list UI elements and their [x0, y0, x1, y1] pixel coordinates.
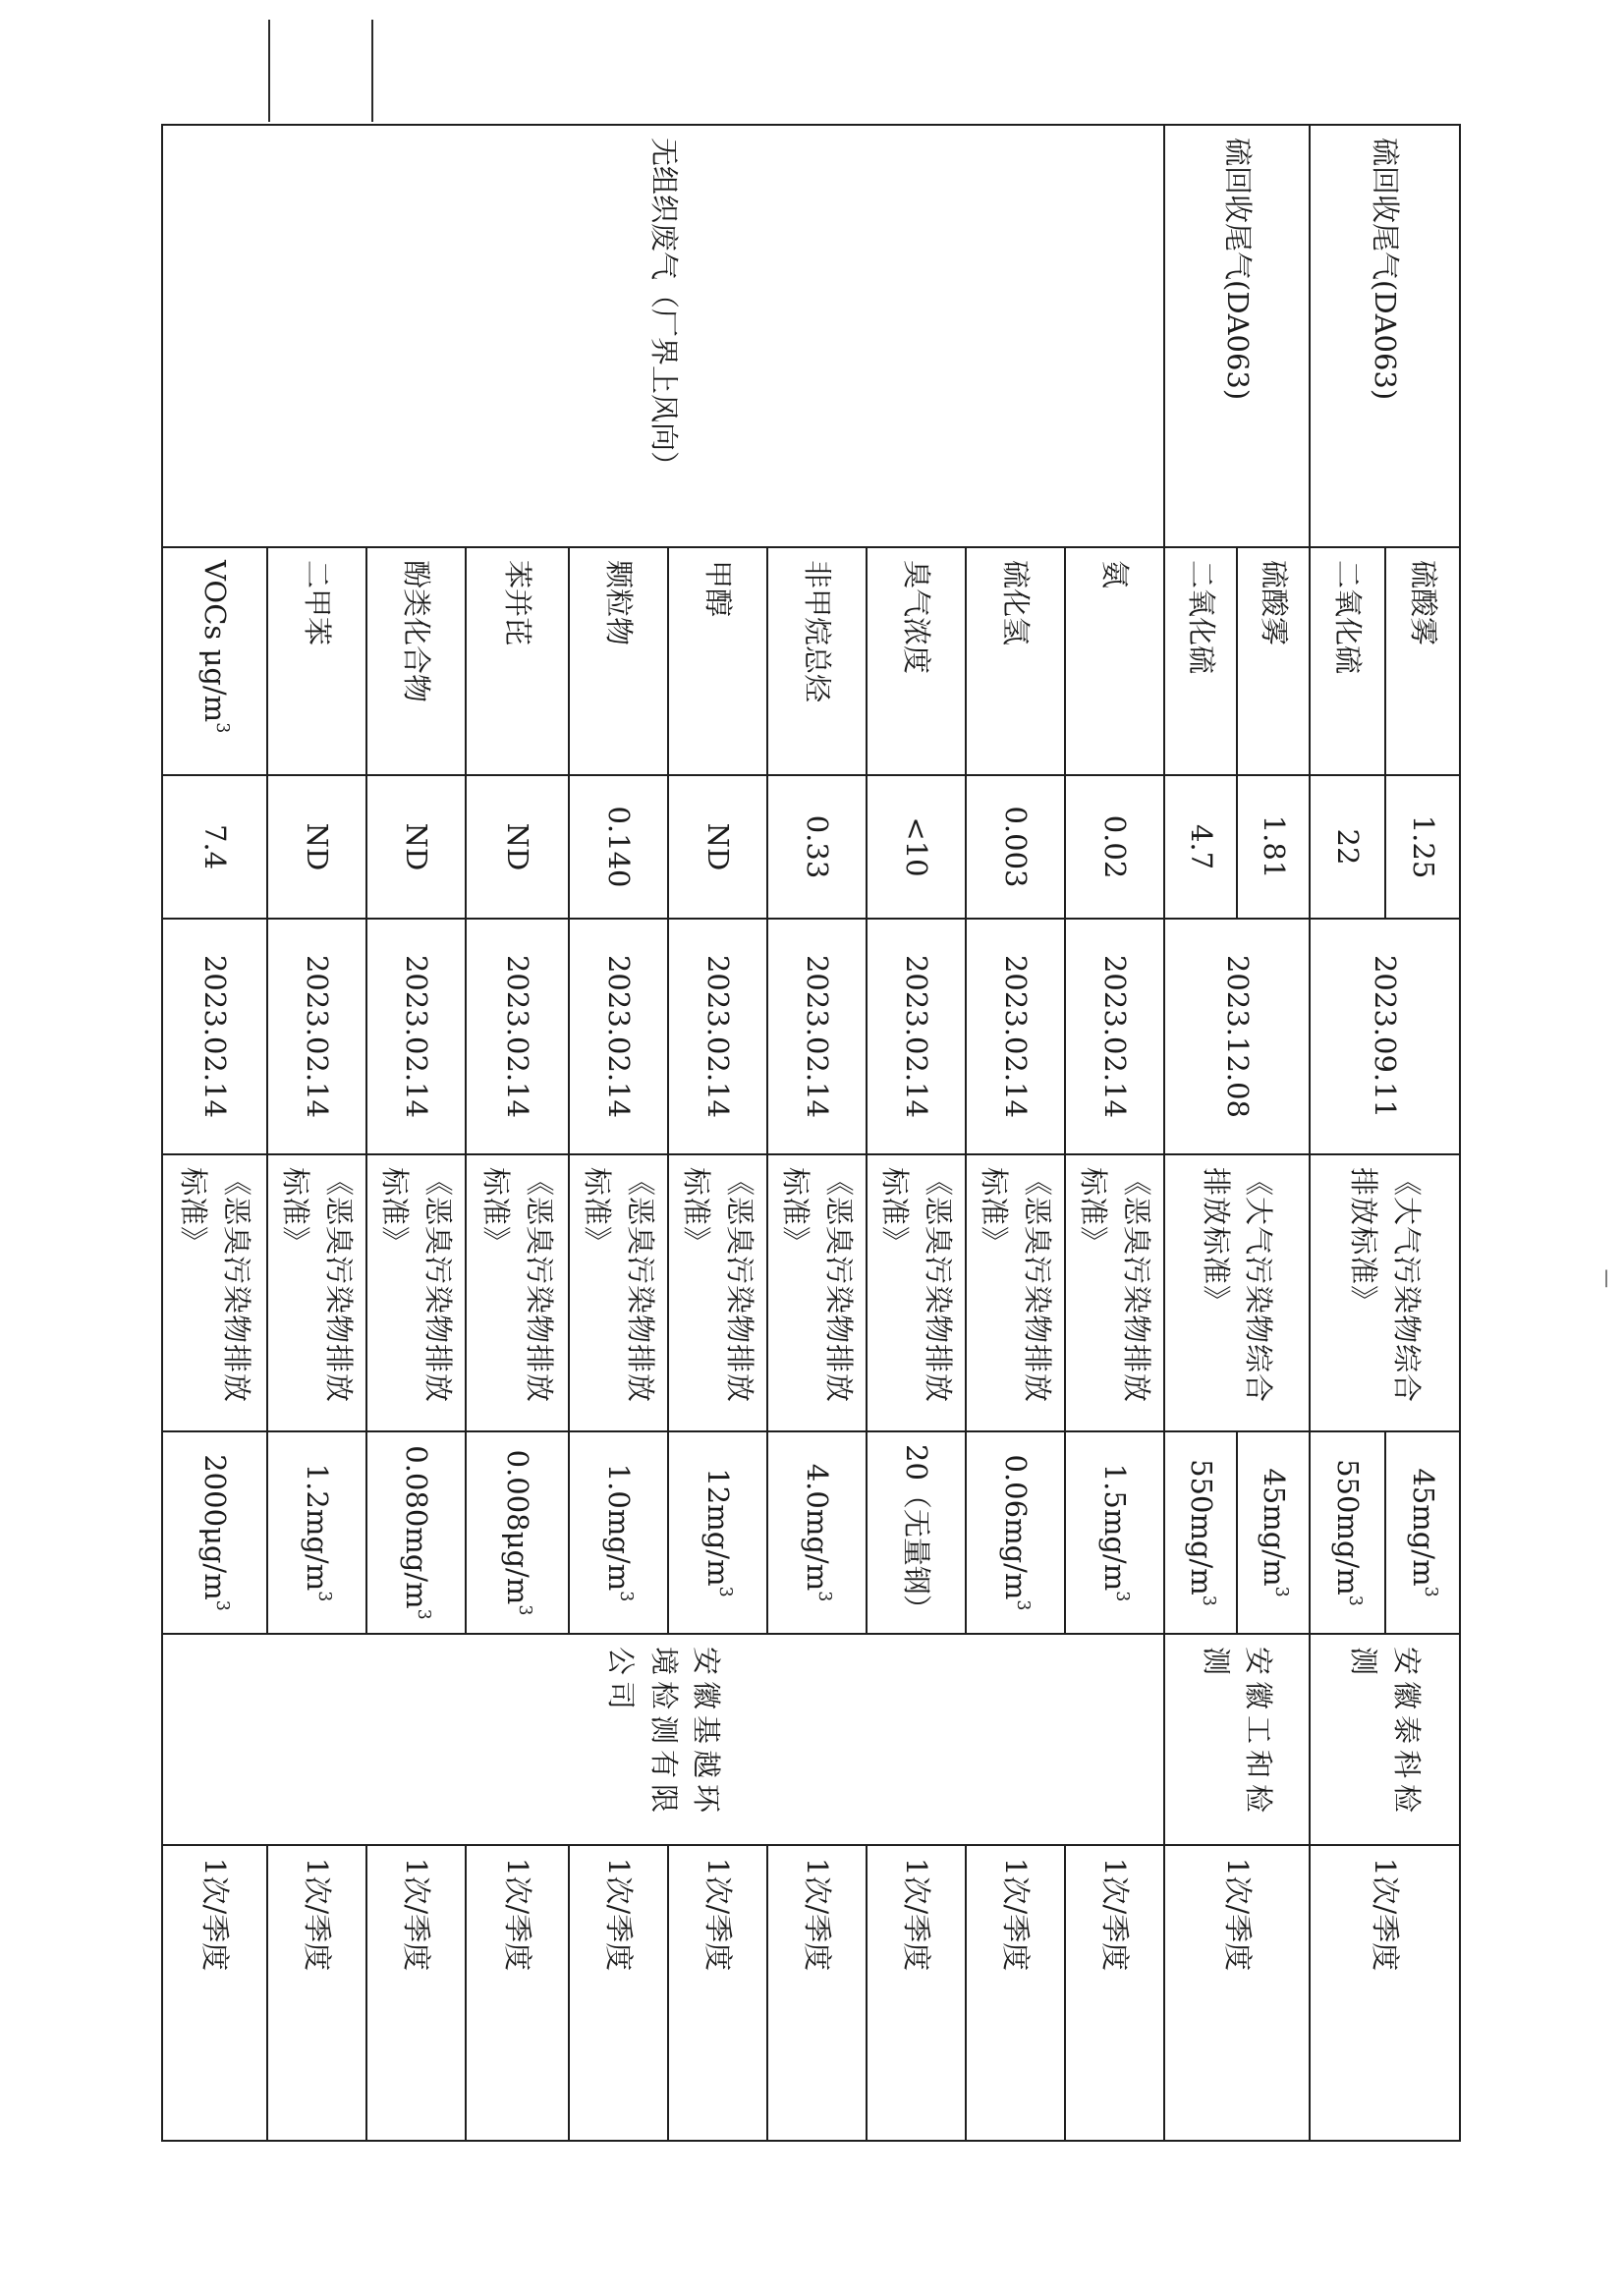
frequency-cell: 1次/季度: [466, 1845, 569, 2141]
outlet-cell: 硫回收尾气(DA063): [1164, 125, 1310, 547]
org-cell: 安徽工和检测: [1164, 1634, 1310, 1845]
pollutant-cell: 二甲苯: [267, 547, 366, 775]
pollutant-text: VOCs μg/m: [198, 560, 233, 723]
frequency-cell: 1次/季度: [1164, 1845, 1310, 2141]
table-row: [1065, 125, 1164, 2141]
value-cell: 4.7: [1164, 775, 1237, 919]
limit-sup: 3: [414, 1608, 434, 1620]
limit-cell: [1065, 1431, 1164, 1634]
limit-sup: 3: [515, 1604, 535, 1616]
value-cell: 7.4: [162, 775, 267, 919]
monitoring-table: [161, 124, 1461, 2142]
standard-cell: 《恶臭污染物排放标准》: [1065, 1154, 1164, 1431]
standard-cell: 《恶臭污染物排放标准》: [267, 1154, 366, 1431]
pollutant-cell: 二氧化硫: [1164, 547, 1237, 775]
date-cell: 2023.02.14: [366, 919, 466, 1154]
frequency-cell: 1次/季度: [867, 1845, 966, 2141]
limit-sup: 3: [212, 1599, 233, 1611]
value-cell: 22: [1310, 775, 1385, 919]
pollutant-cell: 硫酸雾: [1237, 547, 1310, 775]
standard-cell: 《恶臭污染物排放标准》: [966, 1154, 1065, 1431]
frequency-cell: 1次/季度: [1065, 1845, 1164, 2141]
date-cell: 2023.02.14: [267, 919, 366, 1154]
pollutant-cell: 苯并芘: [466, 547, 569, 775]
standard-cell: 《恶臭污染物排放标准》: [668, 1154, 767, 1431]
date-cell: 2023.09.11: [1310, 919, 1460, 1154]
org-cell: 安徽基越环境检测有限公司: [162, 1634, 1164, 1845]
date-cell: 2023.02.14: [867, 919, 966, 1154]
limit-sup: 3: [314, 1591, 335, 1602]
value-cell: 1.81: [1237, 775, 1310, 919]
limit-cell: [162, 1431, 267, 1634]
standard-cell: 《大气污染物综合排放标准》: [1310, 1154, 1460, 1431]
limit-cell: [767, 1431, 867, 1634]
pollutant-cell: 硫化氢: [966, 547, 1065, 775]
date-cell: 2023.02.14: [466, 919, 569, 1154]
limit-cell: [1310, 1431, 1385, 1634]
frequency-cell: 1次/季度: [1310, 1845, 1460, 2141]
limit-text: 1.0mg/m: [602, 1463, 637, 1592]
limit-sup: 3: [1198, 1595, 1218, 1606]
limit-text: 12mg/m: [701, 1468, 736, 1587]
pollutant-cell: 氨: [1065, 547, 1164, 775]
outlet-cell: 硫回收尾气(DA063): [1310, 125, 1460, 547]
limit-sup: 3: [1420, 1586, 1440, 1597]
standard-cell: 《恶臭污染物排放标准》: [867, 1154, 966, 1431]
pollutant-cell: 非甲烷总烃: [767, 547, 867, 775]
limit-text: 0.080mg/m: [400, 1445, 434, 1609]
value-cell: 0.33: [767, 775, 867, 919]
pollutant-cell: 二氧化硫: [1310, 547, 1385, 775]
limit-cell: [966, 1431, 1065, 1634]
value-cell: ND: [366, 775, 466, 919]
limit-cell: [466, 1431, 569, 1634]
limit-text: 45mg/m: [1257, 1468, 1291, 1587]
frequency-cell: 1次/季度: [966, 1845, 1065, 2141]
frequency-cell: 1次/季度: [366, 1845, 466, 2141]
value-cell: 0.02: [1065, 775, 1164, 919]
limit-text: 550mg/m: [1184, 1459, 1218, 1595]
limit-cell: [668, 1431, 767, 1634]
monitoring-table-sheet: [165, 124, 1461, 2140]
pollutant-cell: 硫酸雾: [1385, 547, 1460, 775]
pollutant-cell: 臭气浓度: [867, 547, 966, 775]
date-cell: 2023.02.14: [569, 919, 668, 1154]
pollutant-cell: [162, 547, 267, 775]
table-row: [1385, 125, 1460, 2141]
limit-text: 1.5mg/m: [1098, 1463, 1133, 1592]
pollutant-cell: 酚类化合物: [366, 547, 466, 775]
date-cell: 2023.02.14: [767, 919, 867, 1154]
frequency-cell: 1次/季度: [267, 1845, 366, 2141]
scan-margin-line-right: [371, 20, 373, 122]
date-cell: 2023.02.14: [1065, 919, 1164, 1154]
pollutant-cell: 甲醇: [668, 547, 767, 775]
value-cell: <10: [867, 775, 966, 919]
date-cell: 2023.12.08: [1164, 919, 1310, 1154]
limit-cell: [867, 1431, 966, 1634]
standard-cell: 《恶臭污染物排放标准》: [366, 1154, 466, 1431]
limit-sup: 3: [1270, 1586, 1291, 1597]
limit-text: 45mg/m: [1406, 1468, 1440, 1587]
frequency-cell: 1次/季度: [162, 1845, 267, 2141]
value-cell: ND: [267, 775, 366, 919]
value-cell: ND: [668, 775, 767, 919]
limit-sup: 3: [1013, 1599, 1034, 1611]
limit-cell: [366, 1431, 466, 1634]
limit-cell: [1385, 1431, 1460, 1634]
date-cell: 2023.02.14: [162, 919, 267, 1154]
limit-text: 0.06mg/m: [999, 1454, 1034, 1600]
scan-tick-mark: |: [1603, 1267, 1610, 1288]
limit-cell: [569, 1431, 668, 1634]
standard-cell: 《恶臭污染物排放标准》: [162, 1154, 267, 1431]
limit-text: 4.0mg/m: [801, 1463, 835, 1592]
standard-cell: 《恶臭污染物排放标准》: [569, 1154, 668, 1431]
limit-text: 0.008μg/m: [501, 1449, 535, 1605]
limit-cell: [1237, 1431, 1310, 1634]
value-cell: 1.25: [1385, 775, 1460, 919]
limit-sup: 3: [1345, 1595, 1366, 1606]
standard-cell: 《恶臭污染物排放标准》: [466, 1154, 569, 1431]
outlet-cell: 无组织废气（厂界上风向）: [162, 125, 1164, 547]
limit-text: 2000μg/m: [198, 1454, 233, 1600]
scan-margin-line-left: [268, 20, 270, 122]
value-cell: ND: [466, 775, 569, 919]
frequency-cell: 1次/季度: [767, 1845, 867, 2141]
org-cell: 安徽泰科检测: [1310, 1634, 1460, 1845]
pollutant-sup: 3: [212, 722, 233, 734]
date-cell: 2023.02.14: [966, 919, 1065, 1154]
limit-sup: 3: [1112, 1591, 1133, 1602]
standard-cell: 《大气污染物综合排放标准》: [1164, 1154, 1310, 1431]
pollutant-cell: 颗粒物: [569, 547, 668, 775]
limit-sup: 3: [814, 1591, 835, 1602]
frequency-cell: 1次/季度: [569, 1845, 668, 2141]
limit-sup: 3: [715, 1586, 736, 1597]
limit-text: 550mg/m: [1331, 1459, 1366, 1595]
frequency-cell: 1次/季度: [668, 1845, 767, 2141]
limit-cell: [1164, 1431, 1237, 1634]
limit-text: 1.2mg/m: [301, 1463, 335, 1592]
value-cell: 0.003: [966, 775, 1065, 919]
table-row: [1237, 125, 1310, 2141]
value-cell: 0.140: [569, 775, 668, 919]
limit-sup: 3: [616, 1591, 637, 1602]
limit-cell: [267, 1431, 366, 1634]
standard-cell: 《恶臭污染物排放标准》: [767, 1154, 867, 1431]
limit-text: 20（无量钢）: [900, 1444, 934, 1623]
date-cell: 2023.02.14: [668, 919, 767, 1154]
